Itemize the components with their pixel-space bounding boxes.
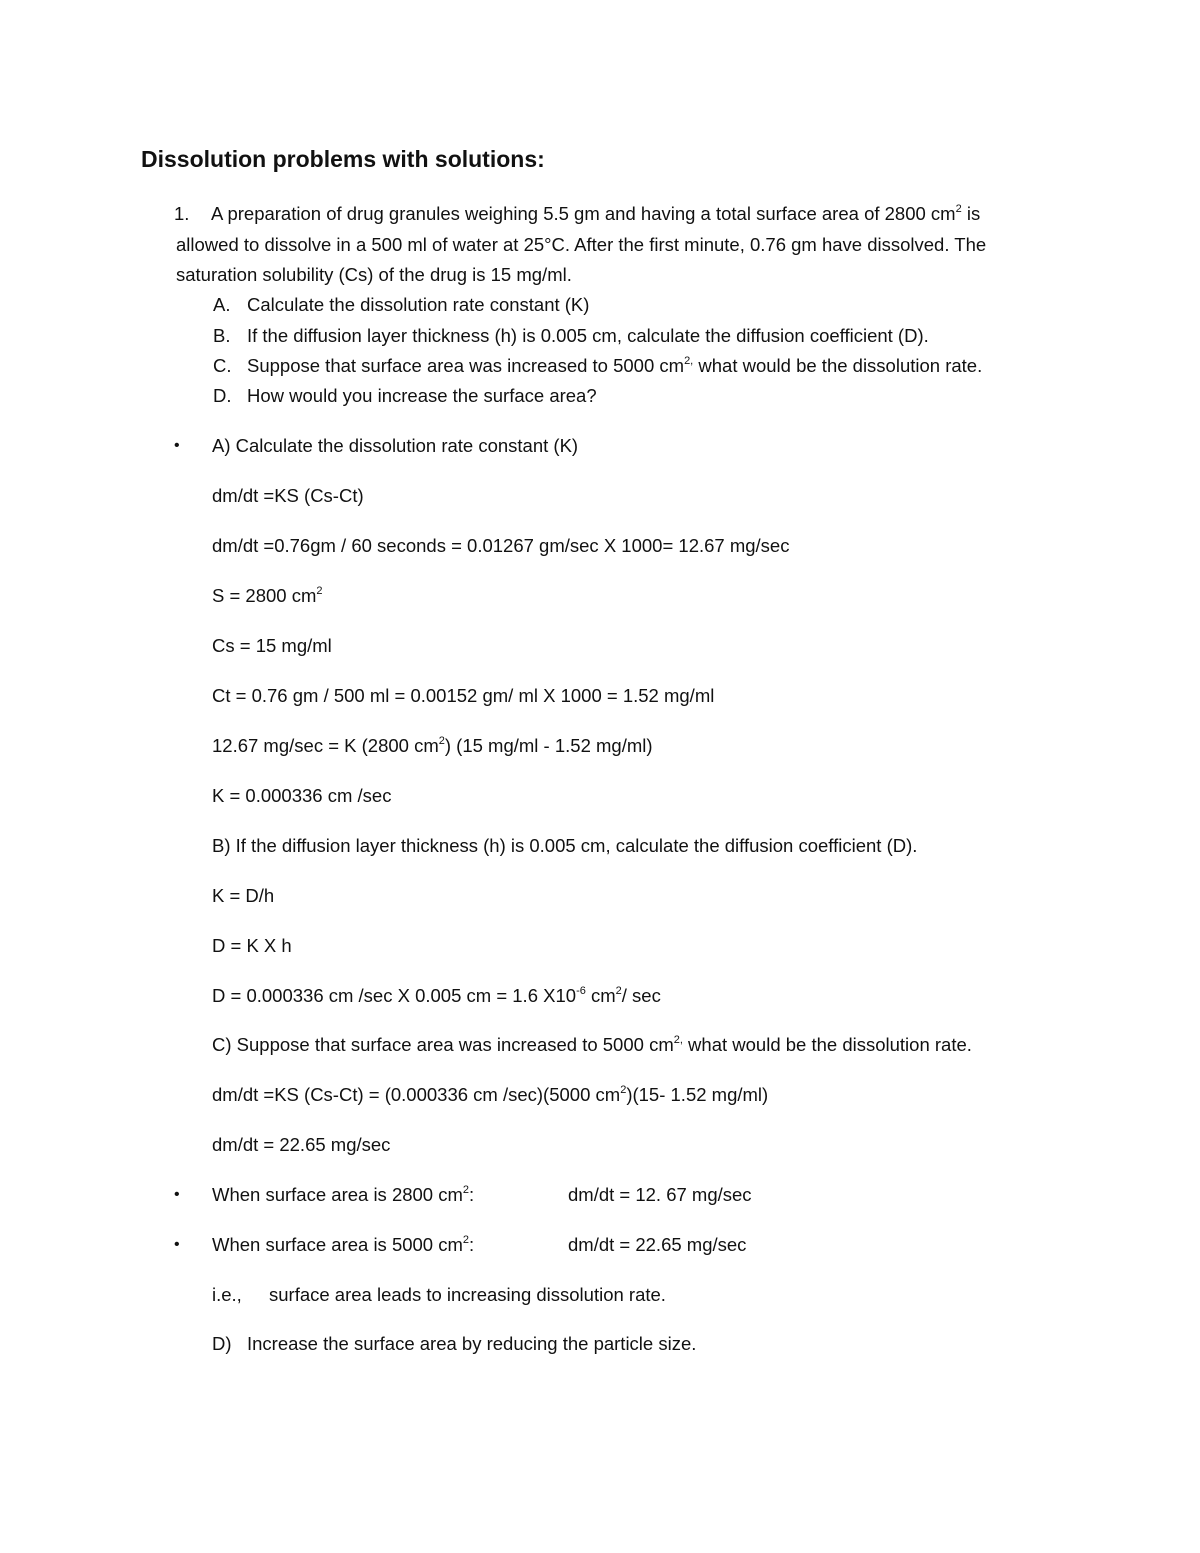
conclusion-ie: i.e.,	[212, 1284, 242, 1305]
heading-tail: what would be the dissolution rate.	[682, 1034, 972, 1055]
solution-d-letter: D)	[212, 1333, 232, 1354]
heading-text: C) Suppose that surface area was increased to 5000 cm	[212, 1034, 674, 1055]
solution-a-equation-6	[212, 734, 653, 758]
solution-a-result: K = 0.000336 cm /sec	[212, 785, 392, 806]
equation-text: dm/dt =KS (Cs-Ct) = (0.000336 cm /sec)(5000 cm	[212, 1084, 621, 1105]
equation-unit: cm	[585, 985, 616, 1006]
superscript: 2	[316, 584, 323, 597]
conclusion-text: surface area leads to increasing dissolution rate.	[269, 1284, 666, 1305]
problem-line-1	[211, 202, 980, 226]
superscript: 2,	[673, 1033, 683, 1046]
solution-b-heading: B) If the diffusion layer thickness (h) is 0.005 cm, calculate the diffusion coefficient (D).	[212, 835, 918, 856]
comparison-colon: :	[469, 1234, 475, 1255]
solution-c-equation-1	[212, 1083, 768, 1107]
part-d-question: How would you increase the surface area?	[247, 385, 597, 406]
problem-line-1-tail: is	[961, 203, 981, 224]
problem-number: 1.	[174, 203, 190, 224]
part-a-question: Calculate the dissolution rate constant (K)	[247, 294, 590, 315]
superscript: 2	[462, 1233, 470, 1246]
part-b-letter: B.	[213, 325, 231, 346]
superscript: 2	[462, 1183, 470, 1196]
bullet-icon: •	[174, 437, 180, 454]
part-c-letter: C.	[213, 355, 232, 376]
solution-a-equation-4: Cs = 15 mg/ml	[212, 635, 332, 656]
problem-line-2: allowed to dissolve in a 500 ml of water at 25°C. After the first minute, 0.76 gm have dissolved. The	[176, 234, 987, 255]
solution-a-heading: A) Calculate the dissolution rate constant (K)	[212, 435, 579, 456]
comparison-value-1: dm/dt = 12. 67 mg/sec	[568, 1184, 752, 1205]
solution-b-equation-1: K = D/h	[212, 885, 275, 906]
comparison-colon: :	[469, 1184, 475, 1205]
superscript: 2	[615, 984, 622, 997]
equation-text: S = 2800 cm	[212, 585, 317, 606]
problem-line-1-text: A preparation of drug granules weighing 5.5 gm and having a total surface area of 2800 cm	[211, 203, 956, 224]
part-d-letter: D.	[213, 385, 232, 406]
part-c-text	[247, 354, 982, 378]
solution-c-result: dm/dt = 22.65 mg/sec	[212, 1134, 391, 1155]
equation-tail: ) (15 mg/ml - 1.52 mg/ml)	[444, 735, 653, 756]
page-title: Dissolution problems with solutions:	[141, 146, 545, 172]
part-b-text	[247, 324, 929, 348]
equation-text: 12.67 mg/sec = K (2800 cm	[212, 735, 439, 756]
equation-tail: / sec	[621, 985, 661, 1006]
superscript: 2	[620, 1083, 627, 1096]
comparison-label-2	[212, 1233, 474, 1257]
equation-tail: )(15- 1.52 mg/ml)	[626, 1084, 769, 1105]
bullet-icon: •	[174, 1236, 180, 1253]
comparison-label-1	[212, 1183, 474, 1207]
problem-line-3: saturation solubility (Cs) of the drug is 15 mg/ml.	[176, 264, 572, 285]
comparison-text: When surface area is 5000 cm	[212, 1234, 463, 1255]
solution-d-text: Increase the surface area by reducing the particle size.	[247, 1333, 697, 1354]
equation-text: D = 0.000336 cm /sec X 0.005 cm = 1.6 X10	[212, 985, 577, 1006]
part-a-letter: A.	[213, 294, 231, 315]
comparison-text: When surface area is 2800 cm	[212, 1184, 463, 1205]
solution-b-equation-2: D = K X h	[212, 935, 292, 956]
solution-a-equation-5: Ct = 0.76 gm / 500 ml = 0.00152 gm/ ml X 1000 = 1.52 mg/ml	[212, 685, 715, 706]
part-a-text	[247, 293, 589, 317]
comparison-value-2: dm/dt = 22.65 mg/sec	[568, 1234, 747, 1255]
part-c-question-tail: what would be the dissolution rate.	[693, 355, 983, 376]
solution-a-equation-2: dm/dt =0.76gm / 60 seconds = 0.01267 gm/sec X 1000= 12.67 mg/sec	[212, 535, 790, 556]
superscript: 2	[955, 202, 962, 215]
superscript: 2	[438, 734, 445, 747]
superscript: -6	[576, 984, 586, 997]
solution-a-equation-3	[212, 584, 323, 608]
bullet-icon: •	[174, 1186, 180, 1203]
solution-b-result	[212, 984, 661, 1008]
part-c-question: Suppose that surface area was increased to 5000 cm	[247, 355, 685, 376]
solution-a-equation-1: dm/dt =KS (Cs-Ct)	[212, 485, 364, 506]
solution-c-heading	[212, 1033, 972, 1057]
superscript: 2,	[684, 354, 694, 367]
part-d-text	[247, 384, 597, 408]
part-b-question: If the diffusion layer thickness (h) is 0.005 cm, calculate the diffusion coefficient (D).	[247, 325, 929, 346]
